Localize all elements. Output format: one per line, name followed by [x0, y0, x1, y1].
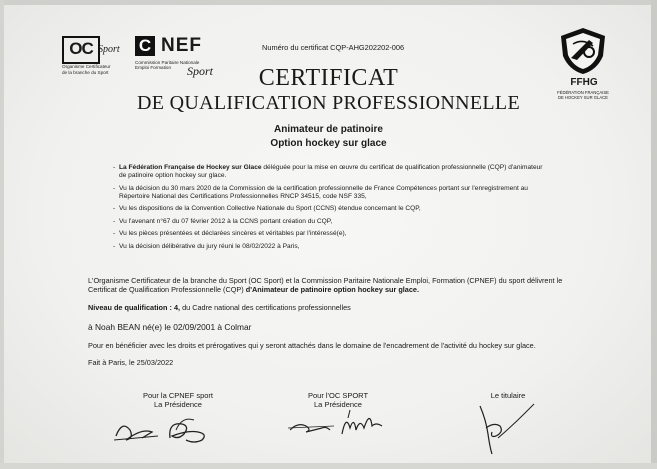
oc-logo-line1: Organisme Certificateur	[62, 64, 111, 69]
oc-logo-sport: Sport	[98, 44, 120, 55]
cnef-logo-line1: Commission Paritaire Nationale	[135, 60, 200, 65]
bullet-text: Vu la décision délibérative du jury réuni le 08/02/2022 à Paris,	[119, 242, 300, 250]
subtitle-option: Option hockey sur glace	[270, 138, 387, 149]
ffhg-sub1: FÉDÉRATION FRANÇAISE	[557, 90, 609, 95]
signature-cpnef-role: La Présidence	[154, 400, 202, 409]
cnef-logo-c: C	[135, 36, 155, 56]
subtitle-role: Animateur de patinoire	[274, 124, 383, 135]
list-item	[113, 230, 543, 238]
signature-ocsport-title: Pour l'OC SPORT	[307, 391, 369, 400]
list-item	[113, 243, 543, 251]
ffhg-name: FFHG	[570, 77, 598, 88]
level-bold: Niveau de qualification : 4,	[88, 303, 181, 312]
qualification-level	[88, 303, 351, 312]
oc-logo-letters: OC	[62, 36, 100, 64]
scan-edge-top	[0, 0, 657, 5]
bullet-text: Vu les dispositions de la Convention Collective Nationale du Sport (CCNS) étendue concernant le CQP,	[119, 205, 421, 213]
delivery-bold: d'Animateur de patinoire option hockey sur glace.	[245, 285, 420, 295]
cnef-logo-sport: Sport	[187, 64, 214, 78]
considerations-list	[113, 164, 543, 256]
bullet-text: déléguée pour la mise en œuvre du certificat de qualification professionnelle (CQP) d'animateur de patinoire option hockey sur glace.	[119, 164, 543, 179]
scan-edge-bottom	[0, 463, 657, 469]
oc-logo-line2: de la branche du Sport	[62, 70, 109, 75]
title-qualification: DE QUALIFICATION PROFESSIONNELLE	[137, 92, 520, 114]
signature-ocsport-role: La Présidence	[314, 400, 362, 409]
delivery-paragraph	[88, 276, 588, 295]
certificate-number: Numéro du certificat CQP-AHG202202-006	[262, 43, 405, 52]
cnef-logo-nef: NEF	[161, 35, 202, 56]
list-item	[113, 205, 543, 213]
signature-holder-title: Le titulaire	[490, 391, 526, 400]
delivery-text: L'Organisme Certificateur de la branche du Sport (OC Sport) et la Commission Paritaire Nationale Emploi, Formation (CPNEF) du sport délivrent le Certificat de Qualification Professionnelle (CQP)	[88, 276, 563, 295]
title-certificat: CERTIFICAT	[258, 65, 399, 91]
bullet-text: Vu l'avenant n°67 du 07 février 2012 à la CCNS portant création du CQP,	[119, 217, 333, 225]
level-text: du Cadre national des certifications professionnelles	[180, 303, 351, 312]
ffhg-sub2: DE HOCKEY SUR GLACE	[558, 95, 608, 100]
done-at-line: Fait à Paris, le 25/03/2022	[88, 358, 174, 367]
signature-ocsport-drawing	[286, 404, 396, 444]
bullet-bold: La Fédération Française de Hockey sur Glace	[119, 164, 262, 171]
holder-line: à Noah BEAN né(e) le 02/09/2001 à Colmar	[88, 322, 252, 332]
list-item	[113, 185, 543, 201]
signature-holder-drawing	[468, 398, 548, 458]
usage-line: Pour en bénéficier avec les droits et prérogatives qui y seront attachés dans le domaine de l'encadrement de l'activité du hockey sur glace.	[88, 341, 536, 350]
signature-cpnef	[128, 391, 228, 409]
cnef-logo-line2: Emploi Formation	[135, 65, 171, 70]
signature-cpnef-drawing	[112, 410, 222, 450]
list-item	[113, 218, 543, 226]
bullet-text: Vu les pièces présentées et déclarées sincères et véritables par l'intéressé(e),	[119, 230, 347, 238]
list-item	[113, 164, 543, 180]
bullet-text: Vu la décision du 30 mars 2020 de la Commission de la certification professionnelle de France Compétences portant sur l'enregistrement au Répertoire National des Certifications Professionnelles RNCP 34515, code NSF 335,	[119, 184, 528, 200]
signature-cpnef-title: Pour la CPNEF sport	[142, 391, 214, 400]
